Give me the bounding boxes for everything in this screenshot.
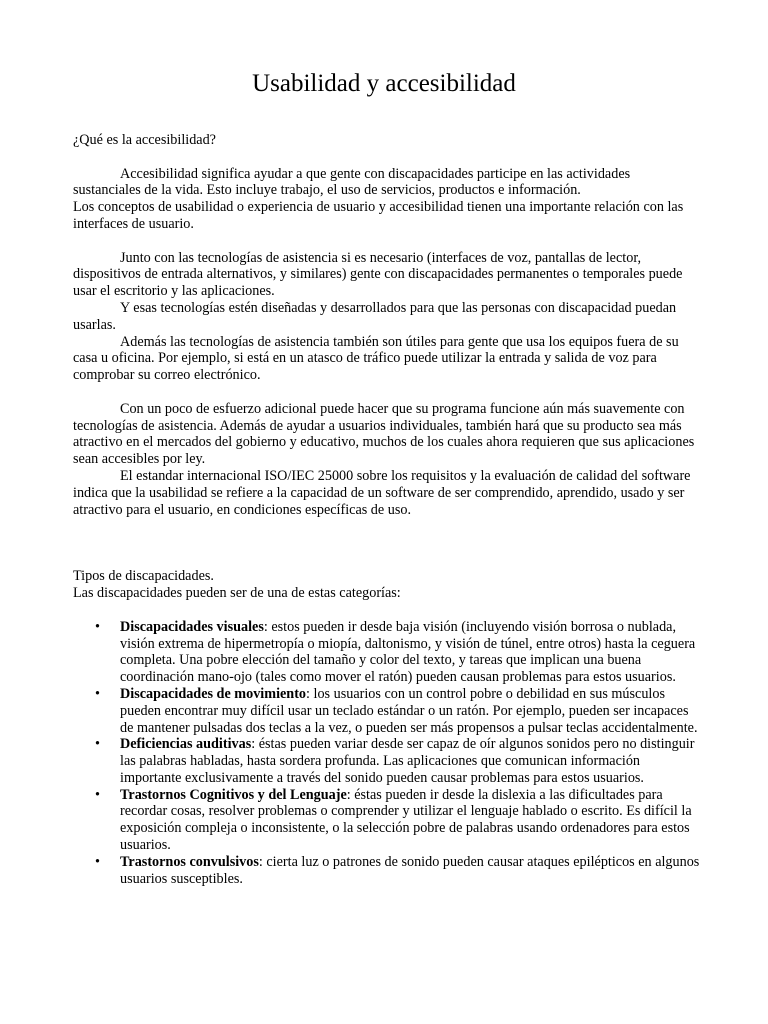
- blank-line: [73, 233, 701, 250]
- list-item-desc: : éstas pueden ir desde la dislexia a las dificultades para recordar cosas, resolver problemas o comprender y utilizar el lenguaje hablado o escrito. Es difícil la exposición compleja o inconsistente, o la selección pobre de palabras usando ordenadores para estos usuarios.: [120, 786, 692, 854]
- list-item-desc: : éstas pueden variar desde ser capaz de oír algunos sonidos pero no distinguir las palabras habladas, hasta sordera profunda. Las aplicaciones que comunican información importante exclusivamente a través del sonido pueden causar problemas para estos usuarios.: [120, 736, 695, 786]
- paragraph: Los conceptos de usabilidad o experiencia de usuario y accesibilidad tienen una importante relación con las interfaces de usuario.: [73, 199, 684, 232]
- list-item-term: Deficiencias auditivas: [120, 736, 252, 753]
- paragraph: Accesibilidad significa ayudar a que gente con discapacidades participe en las actividades sustanciales de la vida. Esto incluye trabajo, el uso de servicios, productos e información.: [73, 165, 631, 199]
- document-body: [73, 132, 701, 887]
- bullet-icon: •: [95, 618, 100, 635]
- blank-line: [73, 384, 701, 401]
- list-item: [73, 854, 701, 888]
- paragraph: Y esas tecnologías estén diseñadas y desarrollados para que las personas con discapacidad puedan usarlas.: [73, 299, 677, 333]
- types-intro: Las discapacidades pueden ser de una de estas categorías:: [73, 585, 401, 602]
- bullet-icon: •: [95, 853, 100, 870]
- list-item-term: Trastornos Cognitivos y del Lenguaje: [120, 786, 347, 803]
- paragraph: Junto con las tecnologías de asistencia si es necesario (interfaces de voz, pantallas de lector, dispositivos de entrada alternativos, y similares) gente con discapacidades permanentes o temporales puede usar el escritorio y las aplicaciones.: [73, 249, 683, 300]
- paragraph: El estandar internacional ISO/IEC 25000 sobre los requisitos y la evaluación de calidad del software indica que la usabilidad se refiere a la capacidad de un software de ser comprendido, aprendido, usado y ser atractivo para el usuario, en condiciones específicas de uso.: [73, 467, 691, 518]
- list-item: [73, 787, 701, 854]
- paragraph: Con un poco de esfuerzo adicional puede hacer que su programa funcione aún más suavemente con tecnologías de asistencia. Además de ayudar a usuarios individuales, también hará que su producto sea más atractivo en el mercados del gobierno y educativo, muchos de los cuales ahora requieren que sus aplicaciones sean accesibles por ley.: [73, 400, 695, 468]
- list-item: [73, 686, 701, 736]
- list-item-term: Discapacidades visuales: [120, 618, 264, 635]
- list-item-desc: : cierta luz o patrones de sonido pueden causar ataques epilépticos en algunos usuarios susceptibles.: [120, 853, 700, 887]
- list-item-term: Discapacidades de movimiento: [120, 685, 307, 702]
- blank-line: [73, 602, 701, 619]
- document-title: Usabilidad y accesibilidad: [252, 70, 516, 97]
- section-question: ¿Qué es la accesibilidad?: [73, 132, 216, 148]
- blank-line: [73, 149, 701, 166]
- paragraph: Además las tecnologías de asistencia también son útiles para gente que usa los equipos fuera de su casa u oficina. Por ejemplo, si está en un atasco de tráfico puede utilizar la entrada y salida de voz para comprobar su correo electrónico.: [73, 333, 679, 384]
- types-heading: Tipos de discapacidades.: [73, 568, 214, 585]
- list-item-desc: : estos pueden ir desde baja visión (incluyendo visión borrosa o nublada, visión extrema de hipermetropía o miopía, daltonismo, y visión de túnel, entre otros) hasta la ceguera completa. Una pobre elección del tamaño y color del texto, y tareas que implican una buena coordinación mano-ojo (tales como mover el ratón) pueden causan problemas para estos usuarios.: [120, 618, 696, 686]
- bullet-icon: •: [95, 736, 100, 753]
- bullet-icon: •: [95, 685, 100, 702]
- list-item-term: Trastornos convulsivos: [120, 853, 259, 870]
- disability-types-list: [73, 619, 701, 888]
- bullet-icon: •: [95, 786, 100, 803]
- list-item: [73, 736, 701, 786]
- blank-space: [73, 518, 701, 568]
- list-item-desc: : los usuarios con un control pobre o debilidad en sus músculos pueden encontrar muy difícil usar un teclado estándar o un ratón. Por ejemplo, pueden ser incapaces de mantener pulsadas dos teclas a la vez, o pueden ser más propensos a pulsar teclas accidentalmente.: [120, 685, 698, 736]
- list-item: [73, 619, 701, 686]
